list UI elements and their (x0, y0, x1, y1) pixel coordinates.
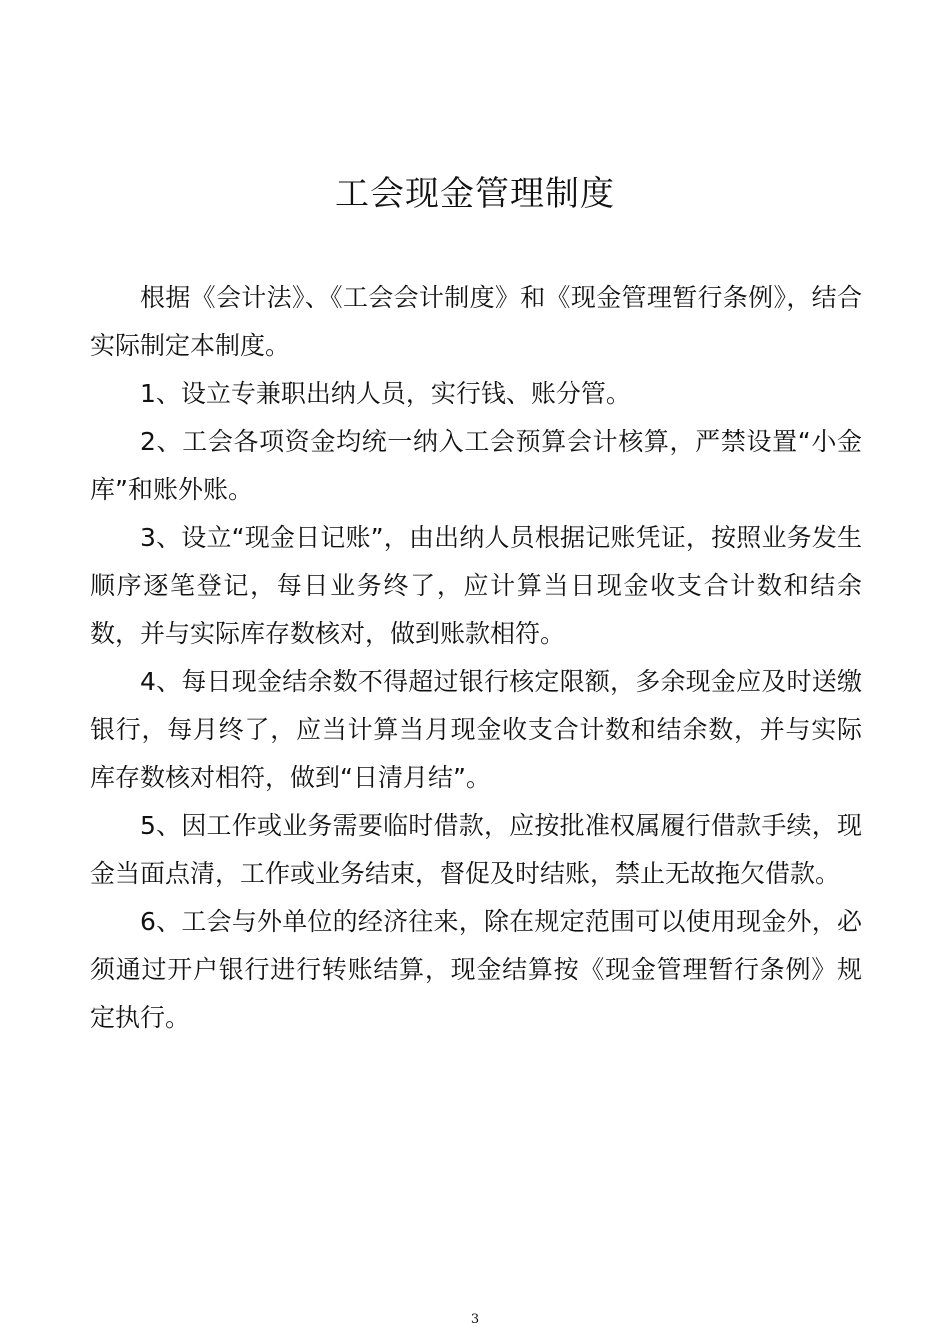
paragraph-intro: 根据《会计法》、《工会会计制度》和《现金管理暂行条例》，结合实际制定本制度。 (90, 283, 862, 360)
paragraph-item-1: 1、设立专兼职出纳人员，实行钱、账分管。 (140, 379, 631, 408)
document-title: 工会现金管理制度 (335, 174, 615, 214)
paragraph-item-5: 5、因工作或业务需要临时借款，应按批准权属履行借款手续，现金当面点清，工作或业务结束，督促及时结账，禁止无故拖欠借款。 (90, 811, 862, 888)
document-body (90, 274, 862, 1042)
paragraph-item-6: 6、工会与外单位的经济往来，除在规定范围可以使用现金外，必须通过开户银行进行转账结算，现金结算按《现金管理暂行条例》规定执行。 (90, 907, 862, 1032)
paragraph-item-3: 3、设立“现金日记账”，由出纳人员根据记账凭证，按照业务发生顺序逐笔登记，每日业务终了，应计算当日现金收支合计数和结余数，并与实际库存数核对，做到账款相符。 (90, 523, 862, 648)
page-number: 3 (470, 1312, 480, 1327)
paragraph-item-2: 2、工会各项资金均统一纳入工会预算会计核算，严禁设置“小金库”和账外账。 (90, 427, 862, 504)
paragraph-item-4: 4、每日现金结余数不得超过银行核定限额，多余现金应及时送缴银行，每月终了，应当计算当月现金收支合计数和结余数，并与实际库存数核对相符，做到“日清月结”。 (90, 667, 862, 792)
